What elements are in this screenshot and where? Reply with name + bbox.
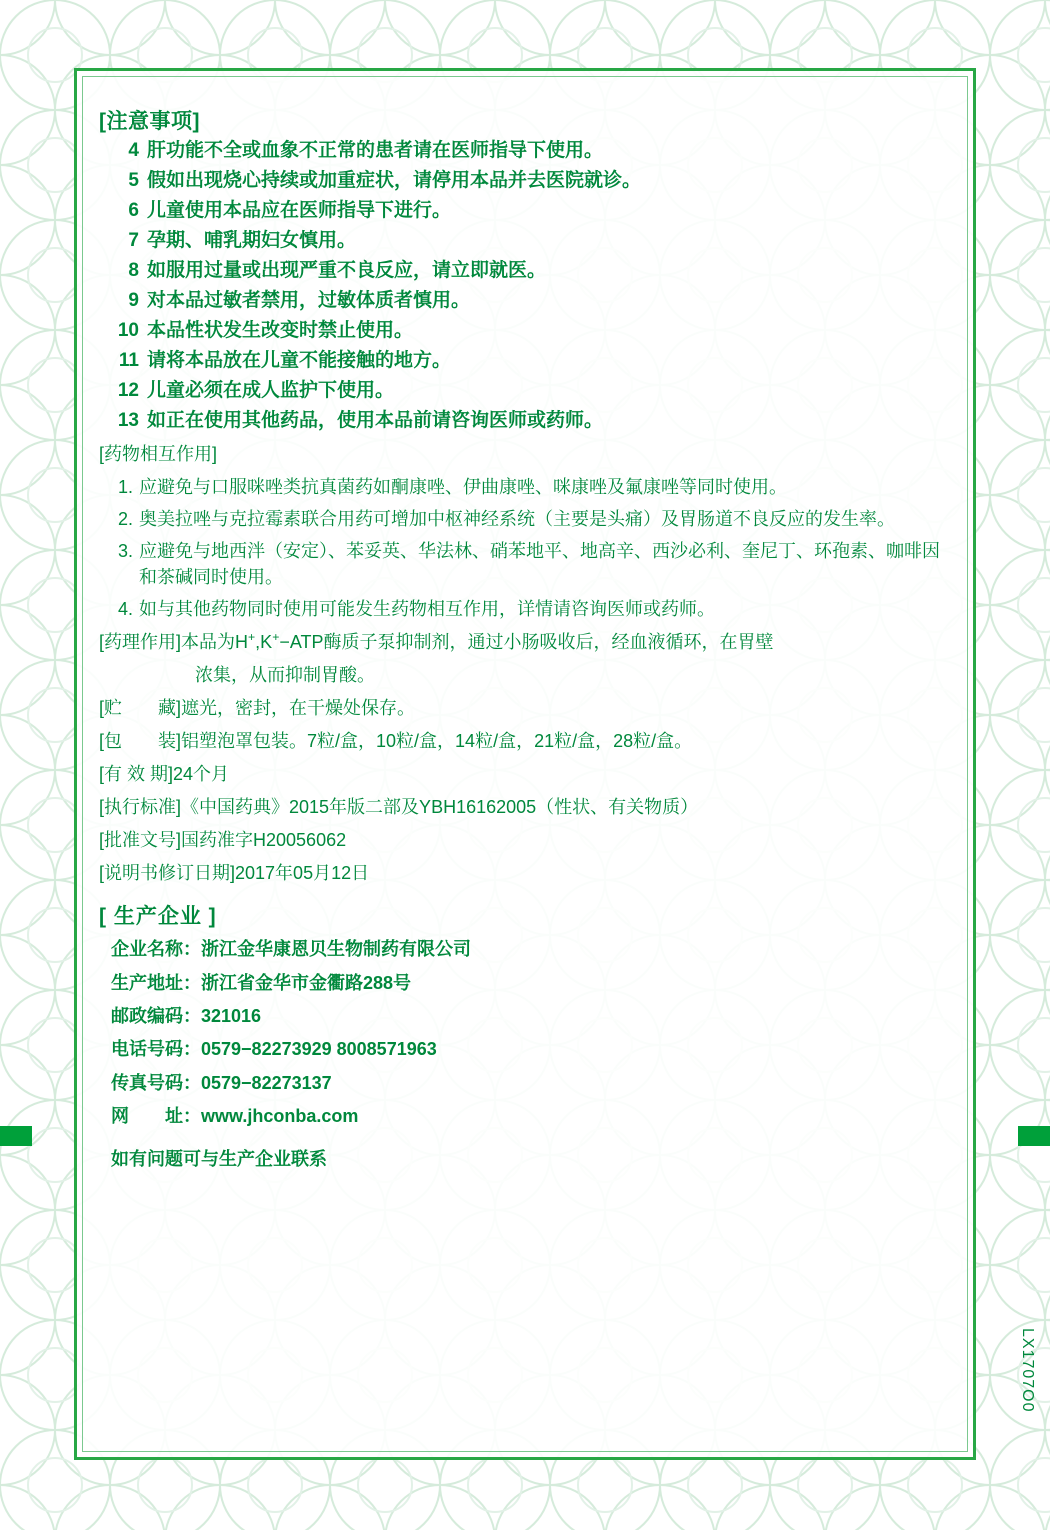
list-item bbox=[99, 291, 953, 310]
field-label: 企业名称： bbox=[111, 939, 201, 960]
interaction-list bbox=[99, 474, 953, 622]
field-value: 0579−82273137 bbox=[201, 1072, 332, 1093]
list-item bbox=[99, 321, 953, 340]
interaction-heading: [药物相互作用] bbox=[99, 444, 218, 464]
field-value: 2017年05月12日 bbox=[235, 863, 370, 884]
field-label: 邮政编码： bbox=[111, 1006, 201, 1027]
notice-text: 儿童必须在成人监护下使用。 bbox=[147, 380, 395, 401]
field-value: 《中国药典》2015年版二部及YBH16162005（性状、有关物质） bbox=[181, 797, 699, 818]
pharmacology-text-line2: 浓集，从而抑制胃酸。 bbox=[195, 664, 375, 685]
list-item bbox=[99, 411, 953, 430]
side-reference-code: LX1707O0 bbox=[1019, 1328, 1036, 1413]
notice-number: 5 bbox=[128, 170, 139, 191]
notice-heading: [注意事项] bbox=[99, 110, 200, 133]
field-revision-date bbox=[99, 860, 953, 886]
list-item bbox=[99, 261, 953, 280]
notice-text: 肝功能不全或血象不正常的患者请在医师指导下使用。 bbox=[147, 140, 604, 161]
notice-text: 如正在使用其他药品，使用本品前请咨询医师或药师。 bbox=[147, 410, 604, 431]
field-label: 网 址： bbox=[111, 1106, 201, 1127]
field-label: [贮 藏] bbox=[99, 697, 182, 718]
interaction-number: 3. bbox=[117, 541, 133, 562]
list-item bbox=[99, 201, 953, 220]
interaction-number: 1. bbox=[117, 477, 133, 498]
field-label: [有 效 期] bbox=[99, 763, 174, 784]
notice-list bbox=[99, 141, 953, 430]
notice-text: 儿童使用本品应在医师指导下进行。 bbox=[147, 200, 452, 221]
list-item bbox=[99, 171, 953, 190]
manufacturer-heading: [ 生产企业 ] bbox=[99, 905, 217, 929]
pharmacology-label: [药理作用] bbox=[99, 631, 182, 652]
right-edge-marker bbox=[1018, 1126, 1050, 1146]
interaction-number: 4. bbox=[117, 599, 133, 620]
field-label: 电话号码： bbox=[111, 1039, 201, 1060]
field-value: 浙江金华康恩贝生物制药有限公司 bbox=[201, 939, 471, 960]
notice-text: 假如出现烧心持续或加重症状，请停用本品并去医院就诊。 bbox=[147, 170, 642, 191]
list-item bbox=[99, 381, 953, 400]
field-storage bbox=[99, 695, 953, 721]
notice-number: 9 bbox=[128, 290, 139, 311]
list-item bbox=[99, 474, 953, 500]
interaction-number: 2. bbox=[117, 509, 133, 530]
field-label: 传真号码： bbox=[111, 1072, 201, 1093]
contact-note: 如有问题可与生产企业联系 bbox=[111, 1148, 327, 1169]
notice-number: 8 bbox=[128, 260, 139, 281]
manufacturer-fax-row bbox=[111, 1072, 953, 1095]
list-item bbox=[99, 231, 953, 250]
list-item bbox=[99, 141, 953, 160]
manufacturer-name-row bbox=[111, 938, 953, 961]
field-value: 浙江省金华市金衢路288号 bbox=[201, 972, 412, 993]
pharmacology-text-c: −ATP酶质子泵抑制剂，通过小肠吸收后，经血液循环，在胃壁 bbox=[279, 631, 774, 652]
manufacturer-address-row bbox=[111, 972, 953, 995]
notice-text: 请将本品放在儿童不能接触的地方。 bbox=[147, 350, 452, 371]
notice-number: 4 bbox=[128, 140, 139, 161]
pharmacology-text-b: ,K bbox=[255, 631, 273, 652]
pharmacology-text-a: 本品为H bbox=[181, 631, 249, 652]
manufacturer-postcode-row bbox=[111, 1005, 953, 1028]
manufacturer-website-row bbox=[111, 1105, 953, 1128]
interaction-heading-row bbox=[99, 441, 953, 467]
field-label: [批准文号] bbox=[99, 830, 182, 851]
notice-number: 6 bbox=[128, 200, 139, 221]
list-item bbox=[99, 351, 953, 370]
notice-number: 12 bbox=[117, 380, 139, 401]
pharmacology-text bbox=[181, 629, 953, 655]
field-shelf-life bbox=[99, 761, 953, 787]
notice-text: 本品性状发生改变时禁止使用。 bbox=[147, 320, 414, 341]
field-value: 遮光，密封，在干燥处保存。 bbox=[181, 697, 416, 718]
leaflet-content bbox=[99, 105, 953, 1171]
leaflet-panel-inner-border bbox=[82, 76, 968, 1452]
list-item bbox=[99, 506, 953, 532]
notice-number: 10 bbox=[117, 320, 139, 341]
list-item bbox=[99, 538, 953, 590]
field-approval-number bbox=[99, 827, 953, 853]
website-link[interactable]: www.jhconba.com bbox=[201, 1106, 359, 1127]
notice-text: 对本品过敏者禁用，过敏体质者慎用。 bbox=[147, 290, 471, 311]
pharmacology-row bbox=[99, 629, 953, 655]
field-standard bbox=[99, 794, 953, 820]
notice-number: 13 bbox=[117, 410, 139, 431]
superscript-plus-2: + bbox=[272, 629, 280, 644]
left-edge-marker bbox=[0, 1126, 32, 1146]
manufacturer-phone-row bbox=[111, 1038, 953, 1061]
field-value: 0579−82273929 8008571963 bbox=[201, 1039, 437, 1060]
interaction-text: 如与其他药物同时使用可能发生药物相互作用，详情请咨询医师或药师。 bbox=[139, 599, 715, 620]
notice-text: 如服用过量或出现严重不良反应，请立即就医。 bbox=[147, 260, 547, 281]
field-value: 铝塑泡罩包装。7粒/盒，10粒/盒，14粒/盒，21粒/盒，28粒/盒。 bbox=[181, 730, 693, 751]
field-value: 24个月 bbox=[173, 763, 230, 784]
interaction-text: 奥美拉唑与克拉霉素联合用药可增加中枢神经系统（主要是头痛）及胃肠道不良反应的发生率。 bbox=[139, 509, 895, 530]
field-label: [执行标准] bbox=[99, 797, 182, 818]
field-value: 321016 bbox=[201, 1006, 262, 1027]
manufacturer-details bbox=[111, 938, 953, 1128]
field-packaging bbox=[99, 728, 953, 754]
list-item bbox=[99, 596, 953, 622]
superscript-plus-1: + bbox=[248, 629, 256, 644]
field-label: 生产地址： bbox=[111, 972, 201, 993]
field-value: 国药准字H20056062 bbox=[181, 830, 347, 851]
notice-text: 孕期、哺乳期妇女慎用。 bbox=[147, 230, 357, 251]
field-label: [包 装] bbox=[99, 730, 182, 751]
field-label: [说明书修订日期] bbox=[99, 863, 236, 884]
notice-number: 7 bbox=[128, 230, 139, 251]
leaflet-panel bbox=[74, 68, 976, 1460]
notice-number: 11 bbox=[118, 350, 139, 371]
interaction-text: 应避免与地西泮（安定）、苯妥英、华法林、硝苯地平、地高辛、西沙必利、奎尼丁、环孢素、咖啡因和茶碱同时使用。 bbox=[139, 541, 940, 588]
interaction-text: 应避免与口服咪唑类抗真菌药如酮康唑、伊曲康唑、咪康唑及氟康唑等同时使用。 bbox=[139, 477, 787, 498]
